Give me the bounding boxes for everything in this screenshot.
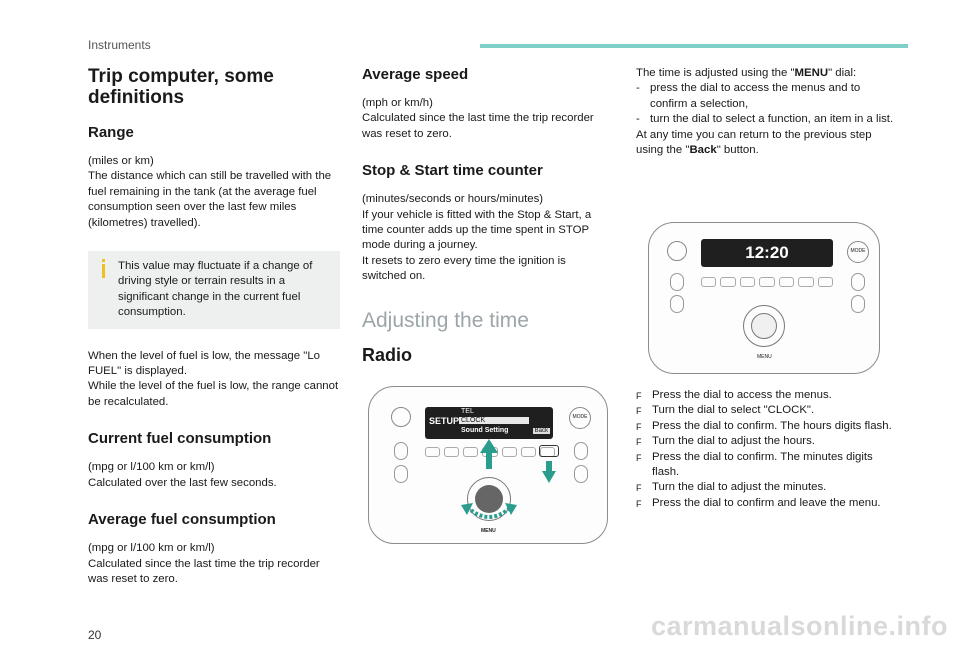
average-consumption-section	[88, 511, 340, 587]
mode-label: MODE	[850, 248, 866, 254]
page-title: Trip computer, some definitions	[88, 66, 274, 108]
list-item: F Turn the dial to adjust the minutes.	[636, 481, 827, 494]
range-units: (miles or km)	[88, 155, 154, 167]
current-consumption-heading: Current fuel consumption	[88, 430, 272, 448]
menu-item-clock: CLOCK	[459, 417, 529, 424]
steps-list	[636, 388, 894, 511]
radio-heading: Radio	[362, 344, 413, 365]
left-down-button	[670, 295, 684, 313]
list-item: F Press the dial to confirm and leave the menu.	[636, 496, 881, 509]
stop-start-section	[362, 162, 610, 284]
average-speed-text: Calculated since the last time the trip recorder was reset to zero.	[362, 112, 594, 140]
menu-dial	[743, 305, 785, 347]
note-text: This value may fluctuate if a change of driving style or terrain results in a significant change in the current fuel consumption.	[118, 260, 313, 319]
info-icon	[99, 259, 108, 277]
list-item: - turn the dial to select a function, an item in a list.	[636, 113, 894, 126]
watermark: carmanualsonline.info	[650, 611, 948, 641]
clock-display	[701, 239, 833, 267]
menu-bold: MENU	[794, 67, 829, 79]
mode-label: MODE	[572, 414, 588, 420]
list-item: F Press the dial to confirm. The hours digits flash.	[636, 419, 892, 432]
back-bold: Back	[689, 144, 717, 157]
mode-button	[847, 241, 869, 263]
stop-start-units: (minutes/seconds or hours/minutes)	[362, 193, 544, 206]
intro-text: The time is adjusted using the "MENU" dial:	[636, 67, 857, 79]
current-consumption-units: (mpg or l/100 km or km/l)	[88, 461, 215, 474]
average-speed-units: (mph or km/h)	[362, 97, 433, 109]
list-item: F Turn the dial to select "CLOCK".	[636, 404, 815, 417]
column-left	[88, 66, 340, 607]
range-heading: Range	[88, 124, 134, 141]
back-text: At any time you can return to the previous step using the "Back" button.	[636, 128, 872, 157]
stop-start-text-1: If your vehicle is fitted with the Stop & Start, a time counter adds up the time spent in STOP mode during a journey.	[362, 208, 592, 252]
column-right	[636, 66, 894, 158]
menu-item-sound: Sound Setting	[461, 427, 509, 434]
list-item: F Press the dial to access the menus.	[636, 389, 832, 401]
stop-start-text-2: It resets to zero every time the ignition is switched on.	[362, 254, 566, 283]
current-consumption-section	[88, 430, 340, 491]
info-note	[88, 251, 340, 329]
preset-buttons	[701, 277, 833, 287]
setup-label: SETUP	[429, 416, 460, 426]
average-consumption-heading: Average fuel consumption	[88, 511, 276, 529]
menu-dial-label: MENU	[481, 528, 496, 534]
menu-item-tel: TEL	[461, 408, 474, 415]
steps-block	[636, 388, 894, 511]
left-up-button	[670, 273, 684, 291]
menu-dial-label: MENU	[757, 354, 772, 360]
list-item: - press the dial to access the menus and to confirm a selection,	[636, 82, 861, 110]
low-fuel-text-2: While the level of the fuel is low, the range cannot be recalculated.	[88, 380, 339, 408]
range-text: The distance which can still be travelled with the fuel remaining in the tank (at the average fuel consumption seen over the last few miles (kilometres) travelled).	[88, 170, 332, 229]
current-consumption-text: Calculated over the last few seconds.	[88, 476, 277, 489]
press-arrow-icon	[369, 387, 609, 545]
clock-value: 12:20	[745, 243, 789, 262]
radio-illustration-setup	[368, 386, 608, 544]
average-speed-heading: Average speed	[362, 66, 469, 83]
header-accent-bar	[480, 44, 908, 48]
back-label: Back	[534, 428, 548, 434]
average-consumption-units: (mpg or l/100 km or km/l)	[88, 542, 215, 555]
average-speed-section	[362, 66, 610, 142]
left-knob	[667, 241, 687, 261]
chapter-title: Adjusting the time	[362, 308, 529, 332]
radio-illustration-clock	[648, 222, 880, 374]
dial-usage-list	[636, 81, 894, 127]
right-down-button	[851, 295, 865, 313]
average-consumption-text: Calculated since the last time the trip recorder was reset to zero.	[88, 557, 320, 585]
section-header: Instruments	[88, 38, 151, 52]
stop-start-heading: Stop & Start time counter	[362, 162, 543, 180]
list-item: F Turn the dial to adjust the hours.	[636, 435, 815, 448]
right-up-button	[851, 273, 865, 291]
page-number: 20	[88, 628, 102, 642]
low-fuel-section	[88, 349, 340, 411]
list-item: F Press the dial to confirm. The minutes digits flash.	[636, 450, 873, 479]
range-section	[88, 124, 340, 231]
low-fuel-text-1: When the level of fuel is low, the message "Lo FUEL" is displayed.	[88, 349, 320, 378]
column-middle	[362, 66, 610, 380]
